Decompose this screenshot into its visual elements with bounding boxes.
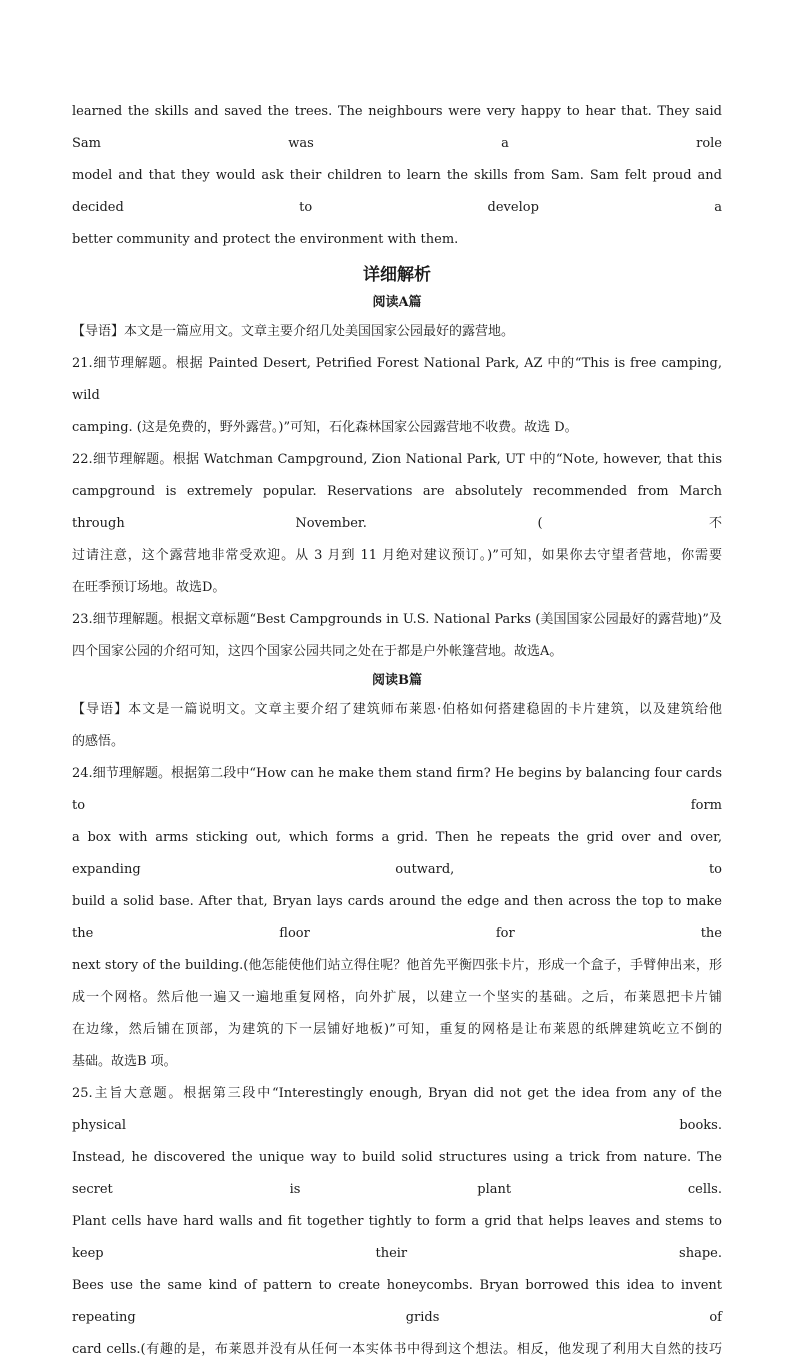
text-line: 的感悟。 xyxy=(72,734,125,749)
analysis-title: 详细解析 xyxy=(363,265,431,285)
section-a-guide xyxy=(72,316,722,348)
text-line: 【导语】本文是一篇说明文。文章主要介绍了建筑师布莱恩·伯格如何搭建稳固的卡片建筑，以及建筑给他 xyxy=(72,702,722,717)
section-b-guide xyxy=(72,694,722,758)
text-line: 25.主旨大意题。根据第三段中“Interestingly enough, Bryan did not get the idea from any of the physical books. xyxy=(72,1086,722,1133)
text-line: learned the skills and saved the trees. The neighbours were very happy to hear that. They said Sam was a role xyxy=(72,104,722,151)
text-line: 在旺季预订场地。故选D。 xyxy=(72,580,226,595)
section-a-heading: 阅读A篇 xyxy=(372,295,422,310)
text-line: Instead, he discovered the unique way to build solid structures using a trick from nature. The secret is plant cells. xyxy=(72,1150,722,1197)
text-line: 21.细节理解题。根据 Painted Desert, Petrified Forest National Park, AZ 中的“This is free camping, wild xyxy=(72,356,722,403)
text-line: card cells.(有趣的是，布莱恩并没有从任何一本实体书中得到这个想法。相反，他发现了利用大自然的技巧 xyxy=(72,1342,722,1357)
text-line: 四个国家公园的介绍可知，这四个国家公园共同之处在于都是户外帐篷营地。故选A。 xyxy=(72,644,563,659)
question-25 xyxy=(72,1078,722,1366)
question-21 xyxy=(72,348,722,444)
text-line: campground is extremely popular. Reservations are absolutely recommended from March through November. (不 xyxy=(72,484,722,531)
question-22 xyxy=(72,444,722,604)
intro-paragraph xyxy=(72,96,722,256)
text-line: Bees use the same kind of pattern to create honeycombs. Bryan borrowed this idea to invent repeating grids of xyxy=(72,1278,722,1325)
text-line: 【导语】本文是一篇应用文。文章主要介绍几处美国国家公园最好的露营地。 xyxy=(72,324,515,339)
question-24 xyxy=(72,758,722,1078)
text-line: model and that they would ask their children to learn the skills from Sam. Sam felt proud and decided to develop a xyxy=(72,168,722,215)
text-line: Plant cells have hard walls and fit together tightly to form a grid that helps leaves and stems to keep their shape. xyxy=(72,1214,722,1261)
text-line: better community and protect the environment with them. xyxy=(72,232,459,247)
text-line: 成一个网格。然后他一遍又一遍地重复网格，向外扩展，以建立一个坚实的基础。之后，布莱恩把卡片铺 xyxy=(72,990,722,1005)
text-line: build a solid base. After that, Bryan lays cards around the edge and then across the top to make the floor for the xyxy=(72,894,722,941)
text-line: camping. (这是免费的，野外露营。)”可知，石化森林国家公园露营地不收费。故选 D。 xyxy=(72,420,578,435)
text-line: a box with arms sticking out, which forms a grid. Then he repeats the grid over and over, expanding outward, to xyxy=(72,830,722,877)
text-line: 22.细节理解题。根据 Watchman Campground, Zion National Park, UT 中的“Note, however, that this xyxy=(72,452,722,467)
text-line: 过请注意，这个露营地非常受欢迎。从 3 月到 11 月绝对建议预订。)”可知，如果你去守望者营地，你需要 xyxy=(72,548,722,563)
text-line: 在边缘，然后铺在顶部，为建筑的下一层铺好地板)”可知，重复的网格是让布莱恩的纸牌建筑屹立不倒的 xyxy=(72,1022,722,1037)
question-23 xyxy=(72,604,722,668)
text-line: 基础。故选B 项。 xyxy=(72,1054,177,1069)
section-b-heading: 阅读B篇 xyxy=(372,673,422,688)
text-line: 24.细节理解题。根据第二段中“How can he make them stand firm? He begins by balancing four cards to form xyxy=(72,766,722,813)
document-page xyxy=(72,96,722,1366)
text-line: next story of the building.(他怎能使他们站立得住呢？他首先平衡四张卡片，形成一个盒子，手臂伸出来，形 xyxy=(72,958,722,973)
text-line: 23.细节理解题。根据文章标题“Best Campgrounds in U.S. National Parks (美国国家公园最好的露营地)”及 xyxy=(72,612,722,627)
